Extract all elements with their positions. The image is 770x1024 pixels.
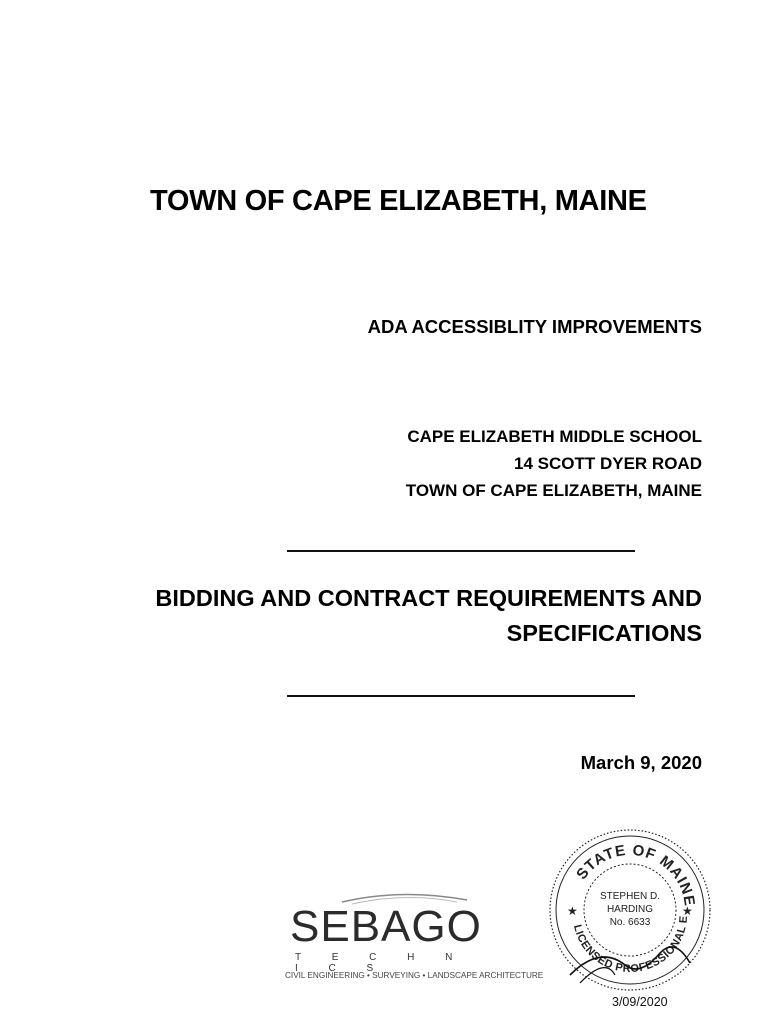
- company-logo: [282, 882, 544, 992]
- seal-stamp-date: 3/09/2020: [612, 995, 668, 1009]
- section-title-line-1: BIDDING AND CONTRACT REQUIREMENTS AND: [155, 585, 702, 611]
- document-date: March 9, 2020: [580, 752, 702, 773]
- divider-top: [287, 550, 635, 552]
- address-line-street: 14 SCOTT DYER ROAD: [514, 454, 702, 473]
- engineer-seal: [545, 825, 715, 995]
- svg-text:No. 6633: No. 6633: [609, 917, 651, 928]
- svg-text:STEPHEN D.: STEPHEN D.: [599, 891, 661, 902]
- svg-text:★: ★: [567, 904, 578, 918]
- document-title: TOWN OF CAPE ELIZABETH, MAINE: [150, 185, 647, 217]
- address-line-school: CAPE ELIZABETH MIDDLE SCHOOL: [407, 427, 702, 446]
- project-name: ADA ACCESSIBLITY IMPROVEMENTS: [367, 316, 702, 337]
- logo-subtitle-text: T E C H N I C S: [295, 952, 467, 974]
- section-title-line-2: SPECIFICATIONS: [506, 620, 702, 646]
- address-line-town: TOWN OF CAPE ELIZABETH, MAINE: [405, 481, 702, 500]
- svg-text:HARDING: HARDING: [606, 904, 654, 915]
- logo-wordmark: SEBAGO: [290, 902, 482, 951]
- divider-bottom: [287, 695, 635, 697]
- svg-text:★: ★: [682, 904, 693, 918]
- svg-text:LICENSED PROFESSIONAL ENGINEER: LICENSED PROFESSIONAL E: [570, 914, 691, 976]
- logo-tagline: CIVIL ENGINEERING • SURVEYING • LANDSCAPE ARCHITECTURE: [285, 971, 544, 980]
- svg-text:STATE OF MAINE: STATE OF MAINE: [573, 841, 699, 908]
